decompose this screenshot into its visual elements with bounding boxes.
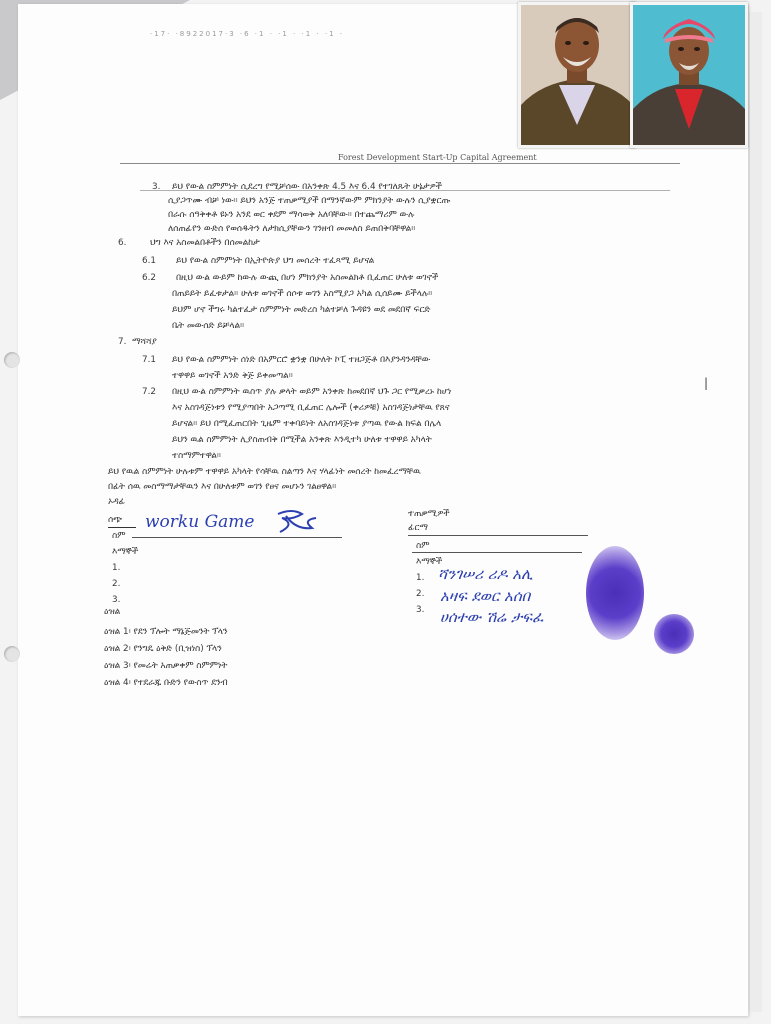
left-party-role: ሰጭ: [108, 515, 123, 525]
clause-heading: ማሻሻያ: [132, 337, 157, 347]
name-line: [412, 552, 582, 553]
closing-line: በፊት ሰዉ መስማማታቸዉን እና በሁለቱም ወገን የፀና መሆኑን ገልፀዋል።: [108, 482, 337, 492]
clause-line: በዚህ ውል ውይም ከውሉ ውጪ በሆነ ምክንያት አስመልክቶ ቢፈጠር ሁለቱ ወገኖች: [176, 273, 439, 283]
fingerprint-stamp-large: [586, 546, 644, 640]
photo-person-right: [630, 2, 748, 148]
fingerprint-stamp-small: [654, 614, 694, 654]
clause-number: 7.2: [142, 387, 156, 397]
left-witness-number: 2.: [112, 579, 121, 589]
right-name-label: ስም: [416, 541, 430, 551]
clause-line: እና አስገዳጅነቱን የሚያጣበት አጋጣሚ ቢፈጠር ሌሎች (ቀሪዎቹ) አስገዳጅነታቸዉ የጸና: [172, 403, 450, 413]
margin-mark: |: [704, 376, 709, 390]
clause-number: 7.1: [142, 355, 156, 365]
document-header-title: Forest Development Start-Up Capital Agreement: [338, 153, 537, 162]
annex-item: ዕዝል 4፡ የተደራጁ ቡድን የውስጥ ደንብ: [104, 678, 228, 688]
clause-number: 6.: [118, 238, 127, 248]
right-witness-name-handwritten: ሀሰተው ሽሬ ታፍፈ: [440, 608, 544, 626]
clause-line: ሲያጋጥሙ ብቻ ነው። ይህን አንጅ ተጠቃሚያች በማንኛውም ምክንያት ውሉን ሲያቋርጡ: [168, 196, 451, 206]
photo-person-left: [518, 2, 636, 148]
annex-label: ዕዝል: [104, 607, 121, 617]
right-witness-name-handwritten: አዛፍ ደወር አሰበ: [440, 587, 531, 605]
clause-line: በራሱ ሰዓቅቀቶ ዩኑን አንደ ወር ቀደም ማሳወቅ አለባቸው። በተጨማሪም ውሉ: [168, 210, 415, 220]
clause-number: 3.: [152, 182, 161, 192]
annex-item: ዕዝል 3፡ የመሬት አጠቃቀም ስምምነት: [104, 661, 228, 671]
annex-item: ዕዝል 1፡ የደን ፕሎት ማኔጅመንት ፕላን: [104, 627, 228, 637]
clause-line: ይህን ዉል ስምምነት ሊያስጠብቅ በሚችል አንቀጽ እንዲተካ ሁለቱ ተዋዋይ አካላት: [172, 435, 432, 445]
clause-line: ቤት መውሰድ ይቻላል።: [172, 321, 245, 331]
role-underline: [108, 527, 136, 528]
clause-number: 6.2: [142, 273, 156, 283]
clause-line: በዚህ ውል ስምምነት ዉስጥ ያሉ ቃላት ወይም አንቀጽ ከመደበኛ ህጉ ጋር የሚቃረኑ ከሆነ: [172, 387, 452, 397]
header-rule: [120, 163, 680, 164]
right-sig-label: ፊርማ: [408, 523, 428, 533]
left-witness-number: 3.: [112, 595, 121, 605]
clause-number: 7.: [118, 337, 127, 347]
signature-line: [408, 535, 588, 536]
left-handwritten-name: worku Game: [145, 512, 255, 532]
clause-number: 6.1: [142, 256, 156, 266]
closing-line: ይህ የዉል ስምምነት ሁሉቱም ተዋዋይ አካላት የሳቸዉ ስልጣን እና ሃላፊነት መሰረት ከመፈረማቸዉ: [108, 467, 421, 477]
clause-line: ተስማምተዋል።: [172, 451, 221, 461]
left-witnesses-label: እማኞች: [112, 547, 139, 557]
clause-heading: ህግ እና አስመልበቶችን በሰመልከታ: [150, 238, 260, 248]
clause-line: ይህም ሆኖ ችግሩ ካልተፈታ ስምምነት መድረስ ካልተቻለ ጉዳዩን ወደ መደበኛ ፍርድ: [172, 305, 431, 315]
clause-line: ይህ የውል ስምምነት ሰነድ በአምርሮ ቋንቋ በሁለት ኮፒ ተዘጋጅቶ በእያንዳንዳቸው: [172, 355, 431, 365]
clause-line: ለሰጠፊየን ውድሰ የወሰዱትን ለታክሲያቸውን ገንዘብ መመለስ ይጠበቅባቸዋል።: [168, 224, 416, 234]
left-name-label: ስም: [112, 531, 126, 541]
left-witness-number: 1.: [112, 563, 121, 573]
closing-line: ኦዳፊ: [108, 497, 126, 507]
right-party-role: ተጠቃሚዎች: [408, 509, 450, 519]
punch-hole: [4, 352, 20, 368]
right-witness-number: 1.: [416, 573, 425, 583]
punch-hole: [4, 646, 20, 662]
clause-line: ይህ የውል ስምምነት በኢትዮጵያ ህግ መሰረት ተፈጻሚ ይሆናል: [176, 256, 375, 266]
annex-item: ዕዝል 2፡ የንግዴ ዕቅድ (ቢዝነስ) ፕላን: [104, 644, 222, 654]
right-witness-number: 2.: [416, 589, 425, 599]
clause-line: ይሆናል። ይህ በሚፈጠርበት ጊዜም ተቀባይነት ለአስገዳጅነቱ ያጣዉ የውል ክፍል በሌላ: [172, 419, 442, 429]
left-signature-scribble: [272, 506, 322, 538]
right-witness-name-handwritten: ሻንገሠሪ ሪዶ አሊ: [438, 565, 533, 583]
clause-line: በጠይይት ይፈቱታል። ሁለቱ ወገኖች ሰሶቱ ወገን አስሚያጋ አካል ሲሰይሙ ይችላሉ።: [172, 289, 433, 299]
clause-line: ይህ የውል ስምምነት ሲደረግ የሚቻሰው በአንቀጽ 4.5 እና 6.4 የተገለጹት ሁኔታዎች: [172, 182, 442, 192]
right-witnesses-label: እማኞች: [416, 557, 443, 567]
clause-line: ተዋዋይ ወገኖች አንድ ቅጅ ይቀመጣል።: [172, 371, 293, 381]
right-witness-number: 3.: [416, 605, 425, 615]
fax-transmission-header: ·17· ·8922017·3 ·6 ·1 · ·1 · ·1 · ·1 ·: [150, 30, 344, 38]
